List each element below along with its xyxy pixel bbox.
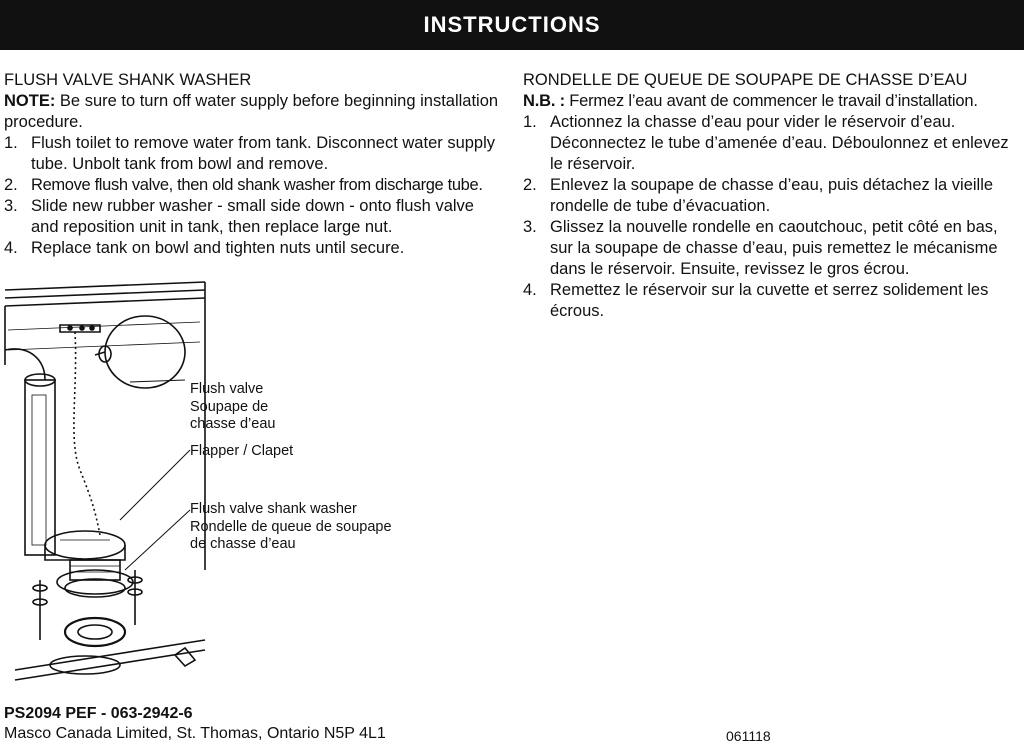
list-item (4, 175, 504, 196)
english-note-text: Be sure to turn off water supply before beginning installation procedure. (4, 92, 499, 131)
callout-line: Flush valve (190, 381, 264, 397)
step-text: Enlevez la soupape de chasse d’eau, puis détachez la vieille rondelle de tube d’évacuation. (550, 176, 994, 215)
step-text: Flush toilet to remove water from tank. Disconnect water supply tube. Unbolt tank from bowl and remove. (31, 134, 496, 173)
step-number: 1. (523, 113, 537, 131)
callout-line: Rondelle de queue de soupape (190, 518, 392, 535)
french-title: RONDELLE DE QUEUE DE SOUPAPE DE CHASSE D’EAU (523, 71, 968, 89)
header-title: INSTRUCTIONS (423, 12, 601, 37)
french-instructions (523, 70, 1021, 322)
step-text: Remettez le réservoir sur la cuvette et serrez solidement les écrous. (550, 281, 989, 320)
list-item (523, 280, 1021, 322)
callout-line: Flapper / Clapet (190, 443, 294, 459)
callout-line: de chasse d’eau (190, 536, 296, 552)
company-address: Masco Canada Limited, St. Thomas, Ontario N5P 4L1 (4, 725, 386, 742)
english-note-label: NOTE: (4, 92, 56, 110)
english-title: FLUSH VALVE SHANK WASHER (4, 71, 252, 89)
product-code: PS2094 PEF - 063-2942-6 (4, 705, 193, 722)
french-note-label: N.B. : (523, 92, 565, 110)
step-text: Replace tank on bowl and tighten nuts until secure. (31, 239, 405, 257)
list-item (4, 238, 504, 259)
list-item (4, 133, 504, 175)
document-number: 061118 (726, 728, 771, 744)
callout-line: Flush valve shank washer (190, 501, 357, 517)
step-text: Slide new rubber washer - small side down - onto flush valve and reposition unit in tank, then replace large nut. (31, 197, 474, 236)
toilet-tank-illustration (0, 270, 220, 690)
step-number: 3. (523, 218, 537, 236)
english-note (4, 91, 504, 133)
step-number: 2. (4, 176, 18, 194)
flush-valve-callout (190, 381, 275, 434)
step-text: Glissez la nouvelle rondelle en caoutchouc, petit côté en bas, sur la soupape de chasse d’eau, puis remettez le mécanisme dans le réservoir. Ensuite, revissez le gros écrou. (550, 218, 998, 278)
shank-washer-callout (190, 501, 392, 554)
step-text: Remove flush valve, then old shank washer from discharge tube. (31, 176, 483, 194)
callout-line: chasse d’eau (190, 416, 276, 432)
list-item (523, 112, 1021, 175)
english-instructions (4, 70, 504, 259)
step-number: 2. (523, 176, 537, 194)
french-note-text: Fermez l’eau avant de commencer le travail d’installation. (564, 92, 978, 110)
step-number: 3. (4, 197, 18, 215)
instructions-header (0, 0, 1024, 50)
list-item (523, 175, 1021, 217)
list-item (523, 217, 1021, 280)
french-steps (523, 112, 1021, 322)
list-item (4, 196, 504, 238)
footer (4, 704, 386, 744)
callout-line: Soupape de (190, 398, 269, 415)
step-number: 1. (4, 134, 18, 152)
step-number: 4. (4, 239, 18, 257)
flapper-callout (190, 443, 293, 461)
step-text: Actionnez la chasse d’eau pour vider le réservoir d’eau. Déconnectez le tube d’amenée d’eau. Déboulonnez et enlevez le réservoir. (550, 113, 1009, 173)
english-steps (4, 133, 504, 259)
french-note (523, 91, 1021, 112)
step-number: 4. (523, 281, 537, 299)
